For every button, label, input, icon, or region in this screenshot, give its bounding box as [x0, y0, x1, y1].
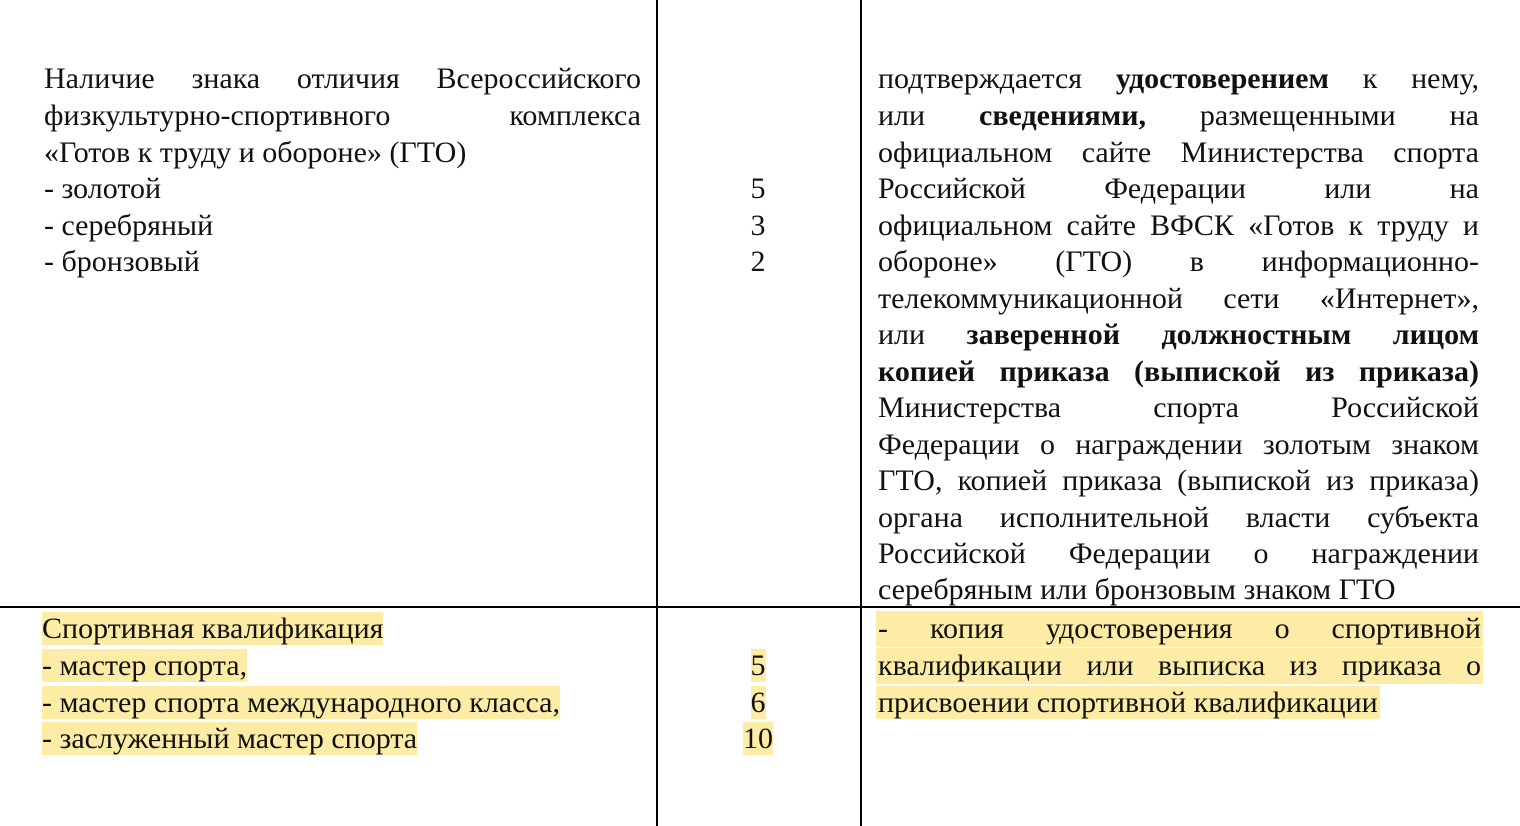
sport-confirm-line-1: - копия удостоверения о спортивной [876, 611, 1483, 647]
sport-points-honored-master: 10 [743, 722, 773, 755]
gto-confirm-line-10: Министерства спорта Российской [878, 391, 1479, 424]
gto-points-silver: 3 [750, 209, 766, 242]
column-divider-right [860, 0, 862, 826]
gto-confirm-line-1: подтверждается удостоверением к нему, [878, 62, 1479, 95]
gto-level-silver: - серебряный [44, 209, 214, 242]
sport-confirm-line-2: квалификации или выписка из приказа о [876, 648, 1483, 684]
gto-confirm-line-11: Федерации о награждении золотым знаком [878, 428, 1479, 461]
gto-confirm-line-13: органа исполнительной власти субъекта [878, 501, 1479, 534]
gto-confirm-line-14: Российской Федерации о награждении [878, 537, 1479, 570]
gto-confirm-line-2: или сведениями, размещенными на [878, 99, 1479, 132]
gto-confirm-line-6: обороне» (ГТО) в информационно- [878, 245, 1479, 278]
gto-confirm-line-9: копией приказа (выпиской из приказа) [878, 355, 1479, 388]
gto-criterion-line-2: физкультурно-спортивного комплекса [44, 99, 641, 132]
gto-criterion-line-3: «Готов к труду и обороне» (ГТО) [44, 136, 467, 169]
gto-level-bronze: - бронзовый [44, 245, 200, 278]
sport-criterion-title: Спортивная квалификация [42, 612, 384, 645]
gto-level-gold: - золотой [44, 172, 162, 205]
gto-confirm-line-5: официальном сайте ВФСК «Готов к труду и [878, 209, 1479, 242]
gto-confirm-line-12: ГТО, копией приказа (выпиской из приказа) [878, 464, 1479, 497]
gto-criterion-line-1: Наличие знака отличия Всероссийского [44, 62, 641, 95]
sport-level-international-master: - мастер спорта международного класса, [42, 686, 560, 719]
gto-confirm-line-7: телекоммуникационной сети «Интернет», [878, 282, 1479, 315]
sport-points-master: 5 [750, 649, 766, 682]
sport-confirm-line-3: присвоении спортивной квалификации [878, 686, 1378, 719]
gto-confirm-line-15: серебряным или бронзовым знаком ГТО [878, 573, 1396, 606]
sport-level-master: - мастер спорта, [42, 649, 248, 682]
sport-level-honored-master: - заслуженный мастер спорта [42, 722, 418, 755]
gto-points-gold: 5 [750, 172, 766, 205]
gto-confirm-line-8: или заверенной должностным лицом [878, 318, 1479, 351]
gto-confirm-line-3: официальном сайте Министерства спорта [878, 136, 1479, 169]
column-divider-left [656, 0, 658, 826]
gto-points-bronze: 2 [750, 245, 766, 278]
gto-confirm-line-4: Российской Федерации или на [878, 172, 1479, 205]
sport-points-international-master: 6 [750, 686, 766, 719]
